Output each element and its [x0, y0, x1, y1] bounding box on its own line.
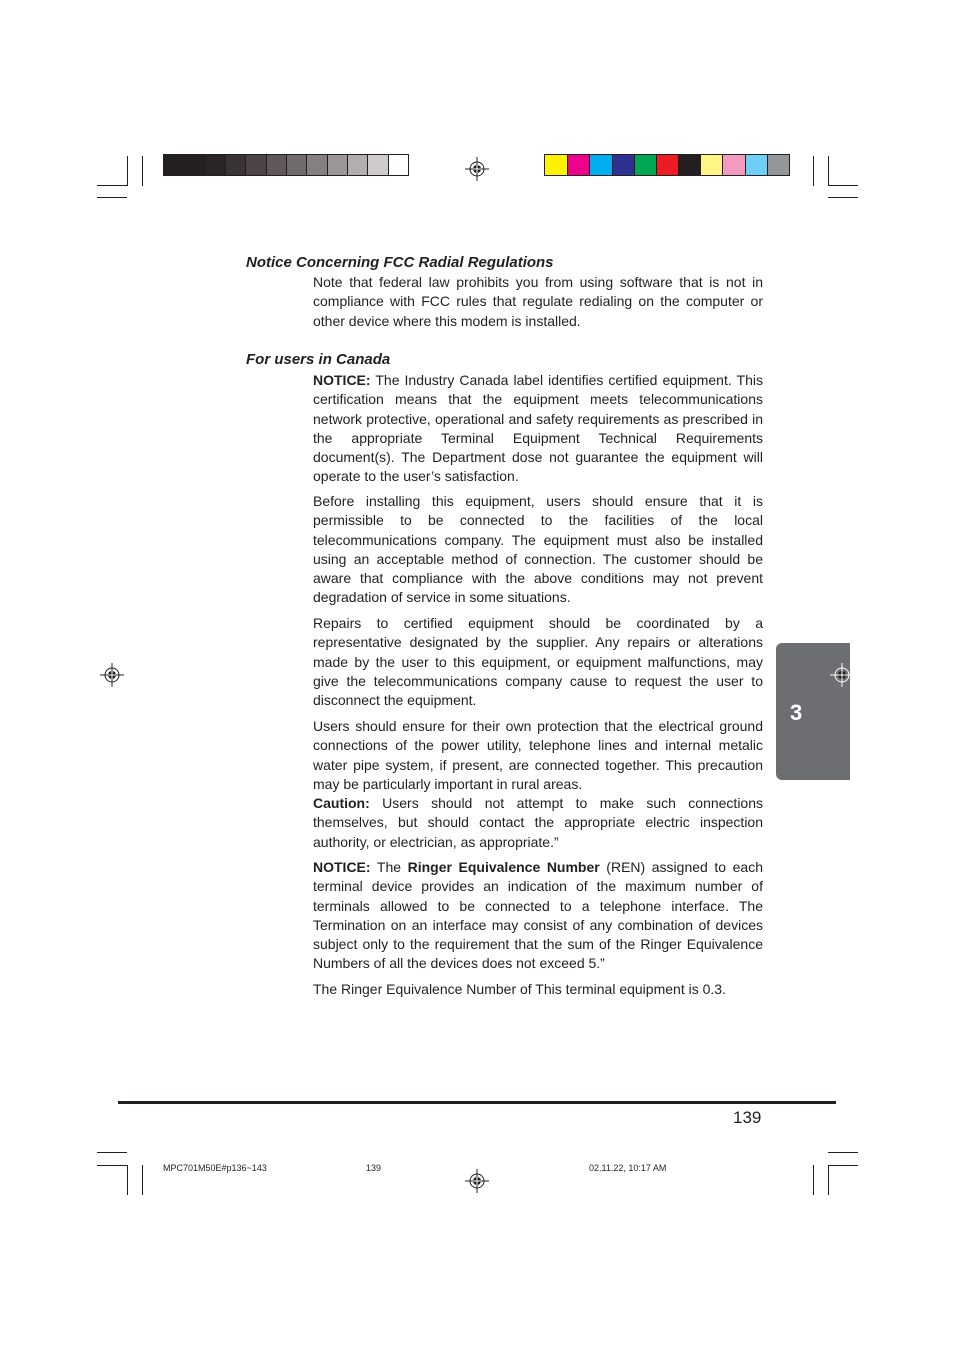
footer-page: 139 — [366, 1163, 382, 1173]
crop-mark — [142, 156, 143, 186]
color-swatch — [266, 155, 286, 175]
paragraph-notice-ren — [313, 858, 763, 974]
paragraph-installation: Before installing this equipment, users should ensure that it is permissible to be connected to the facilities of the local telecommunications company. The equipment must also be installed using an acceptable method of connection. The customer should be aware that compliance with the above conditions may not prevent degradation of service in some situations. — [313, 493, 763, 606]
caution-text: Users should not attempt to make such connections themselves, but should contact the appropriate electric inspection authority, or electrician, as appropriate.” — [313, 795, 763, 850]
paragraph-caution — [313, 794, 763, 852]
crop-mark — [828, 1152, 858, 1153]
color-swatch — [656, 155, 678, 175]
crop-mark — [813, 1165, 814, 1195]
color-swatch — [245, 155, 265, 175]
crop-mark — [127, 1165, 128, 1195]
color-swatch — [545, 155, 567, 175]
page-number: 139 — [733, 1108, 762, 1127]
section-heading-canada: For users in Canada — [246, 351, 391, 368]
color-swatch — [700, 155, 722, 175]
color-swatch — [567, 155, 589, 175]
chapter-tab-number: 3 — [790, 700, 803, 725]
paragraph-ren-value: The Ringer Equivalence Number of This terminal equipment is 0.3. — [313, 981, 726, 997]
crop-mark — [142, 1165, 143, 1195]
notice-label: NOTICE: — [313, 859, 371, 875]
paragraph-notice-industry-canada — [313, 371, 763, 487]
color-swatch — [612, 155, 634, 175]
color-swatch — [745, 155, 767, 175]
crop-mark — [828, 185, 858, 186]
registration-mark-icon — [465, 157, 489, 181]
section-heading-fcc: Notice Concerning FCC Radial Regulations — [246, 254, 554, 271]
color-swatch — [184, 155, 204, 175]
crop-mark — [828, 197, 858, 198]
grayscale-color-bar — [163, 154, 409, 176]
color-swatch — [164, 155, 184, 175]
color-swatch — [634, 155, 656, 175]
footer-timestamp: 02.11.22, 10:17 AM — [589, 1163, 667, 1173]
process-color-bar — [544, 154, 790, 176]
notice-pre: The — [370, 859, 408, 875]
crop-mark — [828, 1165, 858, 1166]
crop-mark — [97, 185, 127, 186]
paragraph-repairs: Repairs to certified equipment should be coordinated by a representative designated by the supplier. Any repairs or alterations made by the user to this equipment, or equipment malfunctions, may give the telecommunications company cause to request the user to disconnect the equipment. — [313, 615, 763, 709]
crop-mark — [828, 156, 829, 186]
crop-mark — [97, 1152, 127, 1153]
crop-mark — [97, 1165, 127, 1166]
notice-label: NOTICE: — [313, 372, 371, 388]
color-swatch — [347, 155, 367, 175]
paragraph-fcc: Note that federal law prohibits you from using software that is not in compliance with FCC rules that regulate redialing on the computer or other device where this modem is installed. — [313, 274, 763, 329]
registration-mark-icon — [100, 663, 124, 687]
crop-mark — [127, 156, 128, 186]
crop-mark — [97, 197, 127, 198]
crop-mark — [813, 156, 814, 186]
color-swatch — [589, 155, 611, 175]
registration-mark-icon — [830, 663, 854, 687]
color-swatch — [388, 155, 408, 175]
color-swatch — [367, 155, 387, 175]
color-swatch — [205, 155, 225, 175]
registration-mark-icon — [465, 1169, 489, 1193]
notice-text: The Industry Canada label identifies certified equipment. This certification means that the equipment meets telecommunications network protective, operational and safety requirements as prescribed in the appropriate Terminal Equipment Technical Requirements document(s). The Department dose not guarantee the equipment will operate to the user’s satisfaction. — [313, 372, 763, 485]
notice-text: (REN) assigned to each terminal device provides an indication of the maximum number of terminals allowed to be connected to a telephone interface. The Termination on an interface may consist of any combination of devices subject only to the requirement that the sum of the Ringer Equivalence Numbers of all the devices does not exceed 5.” — [313, 859, 764, 972]
ren-term: Ringer Equivalence Number — [407, 859, 600, 875]
crop-mark — [828, 1165, 829, 1195]
color-swatch — [678, 155, 700, 175]
color-swatch — [327, 155, 347, 175]
color-swatch — [225, 155, 245, 175]
color-swatch — [306, 155, 326, 175]
color-swatch — [722, 155, 744, 175]
caution-label: Caution: — [313, 795, 370, 811]
footer-filename: MPC701M50E#p136~143 — [163, 1163, 267, 1173]
color-swatch — [767, 155, 789, 175]
footer-rule — [118, 1101, 836, 1104]
paragraph-grounding: Users should ensure for their own protection that the electrical ground connections of the power utility, telephone lines and internal metalic water pipe system, if present, are connected together. This precaution may be particularly important in rural areas. — [313, 718, 763, 792]
color-swatch — [286, 155, 306, 175]
